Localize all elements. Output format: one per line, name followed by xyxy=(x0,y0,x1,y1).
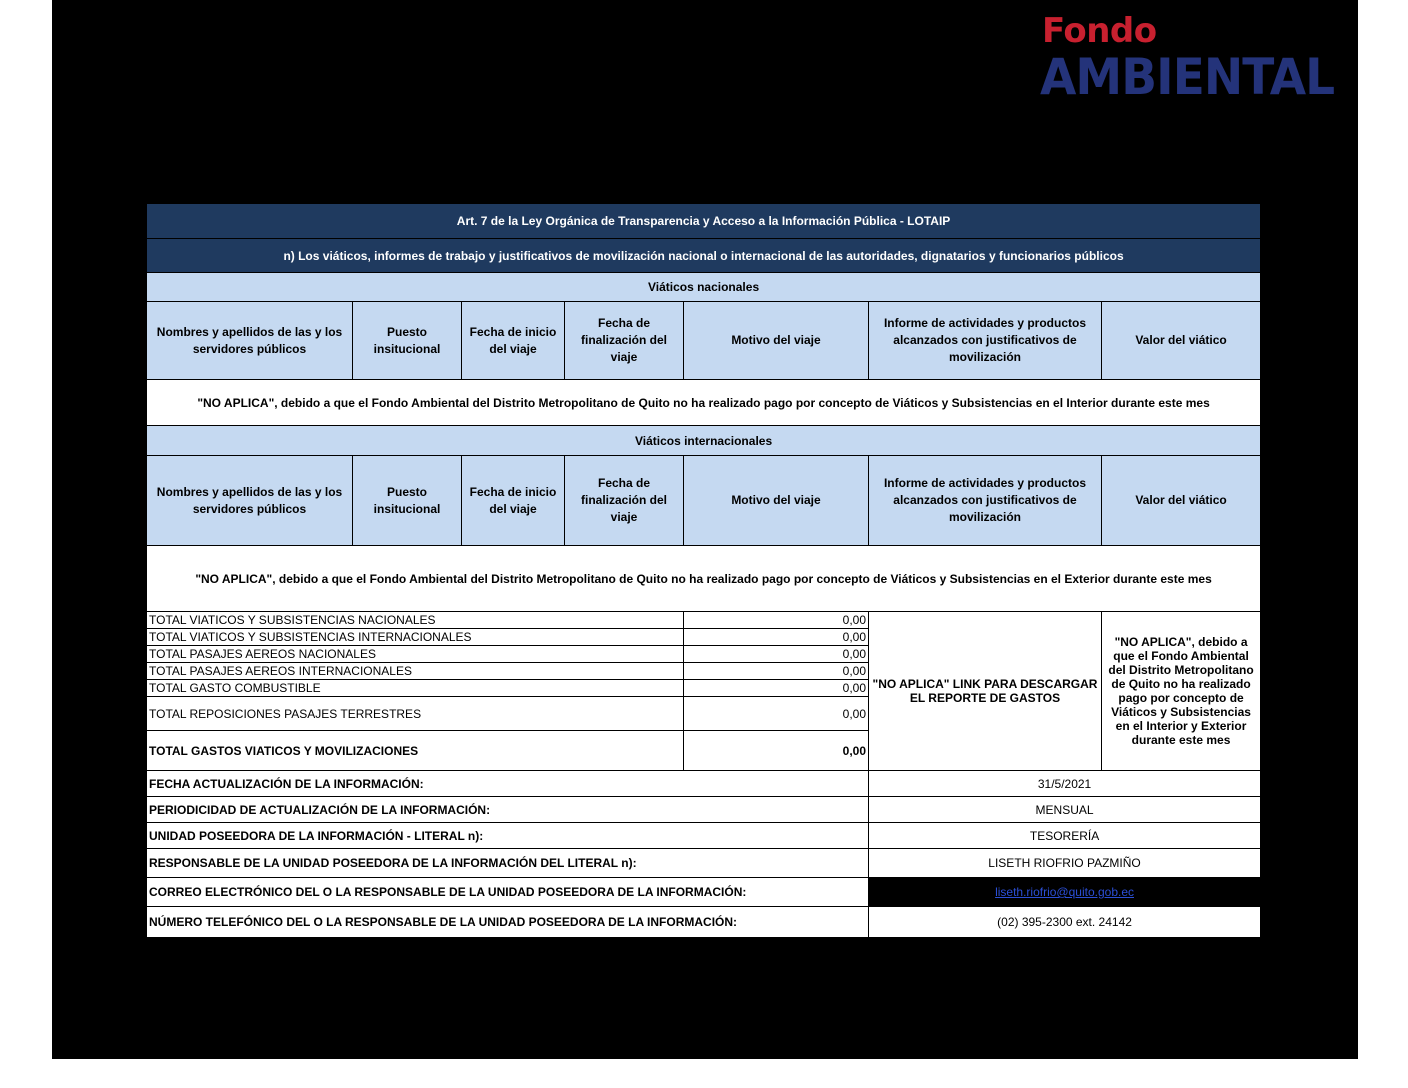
telefono-label: NÚMERO TELEFÓNICO DEL O LA RESPONSABLE DE LA UNIDAD POSEEDORA DE LA INFORMACIÓN: xyxy=(147,907,869,938)
lotaip-table xyxy=(146,203,1261,938)
internacionales-no-aplica-note: "NO APLICA", debido a que el Fondo Ambiental del Distrito Metropolitano de Quito no ha realizado pago por concepto de Viáticos y Subsistencias en el Exterior durante este mes xyxy=(147,546,1261,612)
periodicidad-label: PERIODICIDAD DE ACTUALIZACIÓN DE LA INFORMACIÓN: xyxy=(147,797,869,823)
correo-cell xyxy=(869,878,1261,907)
unidad-poseedora-value: TESORERÍA xyxy=(869,823,1261,849)
col-nombres: Nombres y apellidos de las y los servidores públicos xyxy=(147,456,353,546)
responsable-value: LISETH RIOFRIO PAZMIÑO xyxy=(869,849,1261,878)
logo-line-ambiental: AMBIENTAL xyxy=(1040,48,1335,106)
correo-label: CORREO ELECTRÓNICO DEL O LA RESPONSABLE DE LA UNIDAD POSEEDORA DE LA INFORMACIÓN: xyxy=(147,878,869,907)
col-valor: Valor del viático xyxy=(1102,456,1261,546)
col-informe: Informe de actividades y productos alcanzados con justificativos de movilización xyxy=(869,302,1102,380)
unidad-poseedora-label: UNIDAD POSEEDORA DE LA INFORMACIÓN - LITERAL n): xyxy=(147,823,869,849)
fecha-actualizacion-label: FECHA ACTUALIZACIÓN DE LA INFORMACIÓN: xyxy=(147,771,869,797)
side-no-aplica-note: "NO APLICA", debido a que el Fondo Ambiental del Distrito Metropolitano de Quito no ha realizado pago por concepto de Viáticos y Subsistencias en el Interior y Exterior durante este mes xyxy=(1102,612,1261,771)
col-motivo: Motivo del viaje xyxy=(684,456,869,546)
correo-link[interactable]: liseth.riofrio@quito.gob.ec xyxy=(995,885,1134,899)
literal-subtitle: n) Los viáticos, informes de trabajo y justificativos de movilización nacional o internacional de las autoridades, dignatarios y funcionarios públicos xyxy=(147,239,1261,273)
reporte-gastos-link[interactable]: "NO APLICA" LINK PARA DESCARGAR EL REPORTE DE GASTOS xyxy=(869,612,1102,771)
fondo-ambiental-logo xyxy=(1040,11,1350,106)
total-label: TOTAL VIATICOS Y SUBSISTENCIAS NACIONALES xyxy=(147,612,684,629)
grand-total-value: 0,00 xyxy=(684,731,869,771)
total-value: 0,00 xyxy=(684,697,869,731)
page-title: Art. 7 de la Ley Orgánica de Transparencia y Acceso a la Información Pública - LOTAIP xyxy=(147,204,1261,239)
periodicidad-value: MENSUAL xyxy=(869,797,1261,823)
fecha-actualizacion-value: 31/5/2021 xyxy=(869,771,1261,797)
col-nombres: Nombres y apellidos de las y los servidores públicos xyxy=(147,302,353,380)
total-label: TOTAL REPOSICIONES PASAJES TERRESTRES xyxy=(147,697,684,731)
total-value: 0,00 xyxy=(684,629,869,646)
col-informe: Informe de actividades y productos alcanzados con justificativos de movilización xyxy=(869,456,1102,546)
total-label: TOTAL PASAJES AEREOS INTERNACIONALES xyxy=(147,663,684,680)
col-puesto: Puesto insitucional xyxy=(353,302,462,380)
total-label: TOTAL GASTO COMBUSTIBLE xyxy=(147,680,684,697)
total-label: TOTAL PASAJES AEREOS NACIONALES xyxy=(147,646,684,663)
section-nacionales-title: Viáticos nacionales xyxy=(147,273,1261,302)
logo-line-fondo: Fondo xyxy=(1042,11,1157,51)
total-label: TOTAL VIATICOS Y SUBSISTENCIAS INTERNACIONALES xyxy=(147,629,684,646)
total-value: 0,00 xyxy=(684,680,869,697)
col-puesto: Puesto insitucional xyxy=(353,456,462,546)
responsable-label: RESPONSABLE DE LA UNIDAD POSEEDORA DE LA INFORMACIÓN DEL LITERAL n): xyxy=(147,849,869,878)
col-valor: Valor del viático xyxy=(1102,302,1261,380)
total-value: 0,00 xyxy=(684,646,869,663)
nacionales-no-aplica-note: "NO APLICA", debido a que el Fondo Ambiental del Distrito Metropolitano de Quito no ha realizado pago por concepto de Viáticos y Subsistencias en el Interior durante este mes xyxy=(147,380,1261,426)
col-fecha-inicio: Fecha de inicio del viaje xyxy=(462,302,565,380)
col-motivo: Motivo del viaje xyxy=(684,302,869,380)
grand-total-label: TOTAL GASTOS VIATICOS Y MOVILIZACIONES xyxy=(147,731,684,771)
col-fecha-fin: Fecha de finalización del viaje xyxy=(565,456,684,546)
col-fecha-inicio: Fecha de inicio del viaje xyxy=(462,456,565,546)
col-fecha-fin: Fecha de finalización del viaje xyxy=(565,302,684,380)
section-internacionales-title: Viáticos internacionales xyxy=(147,426,1261,456)
total-value: 0,00 xyxy=(684,663,869,680)
telefono-value: (02) 395-2300 ext. 24142 xyxy=(869,907,1261,938)
total-value: 0,00 xyxy=(684,612,869,629)
